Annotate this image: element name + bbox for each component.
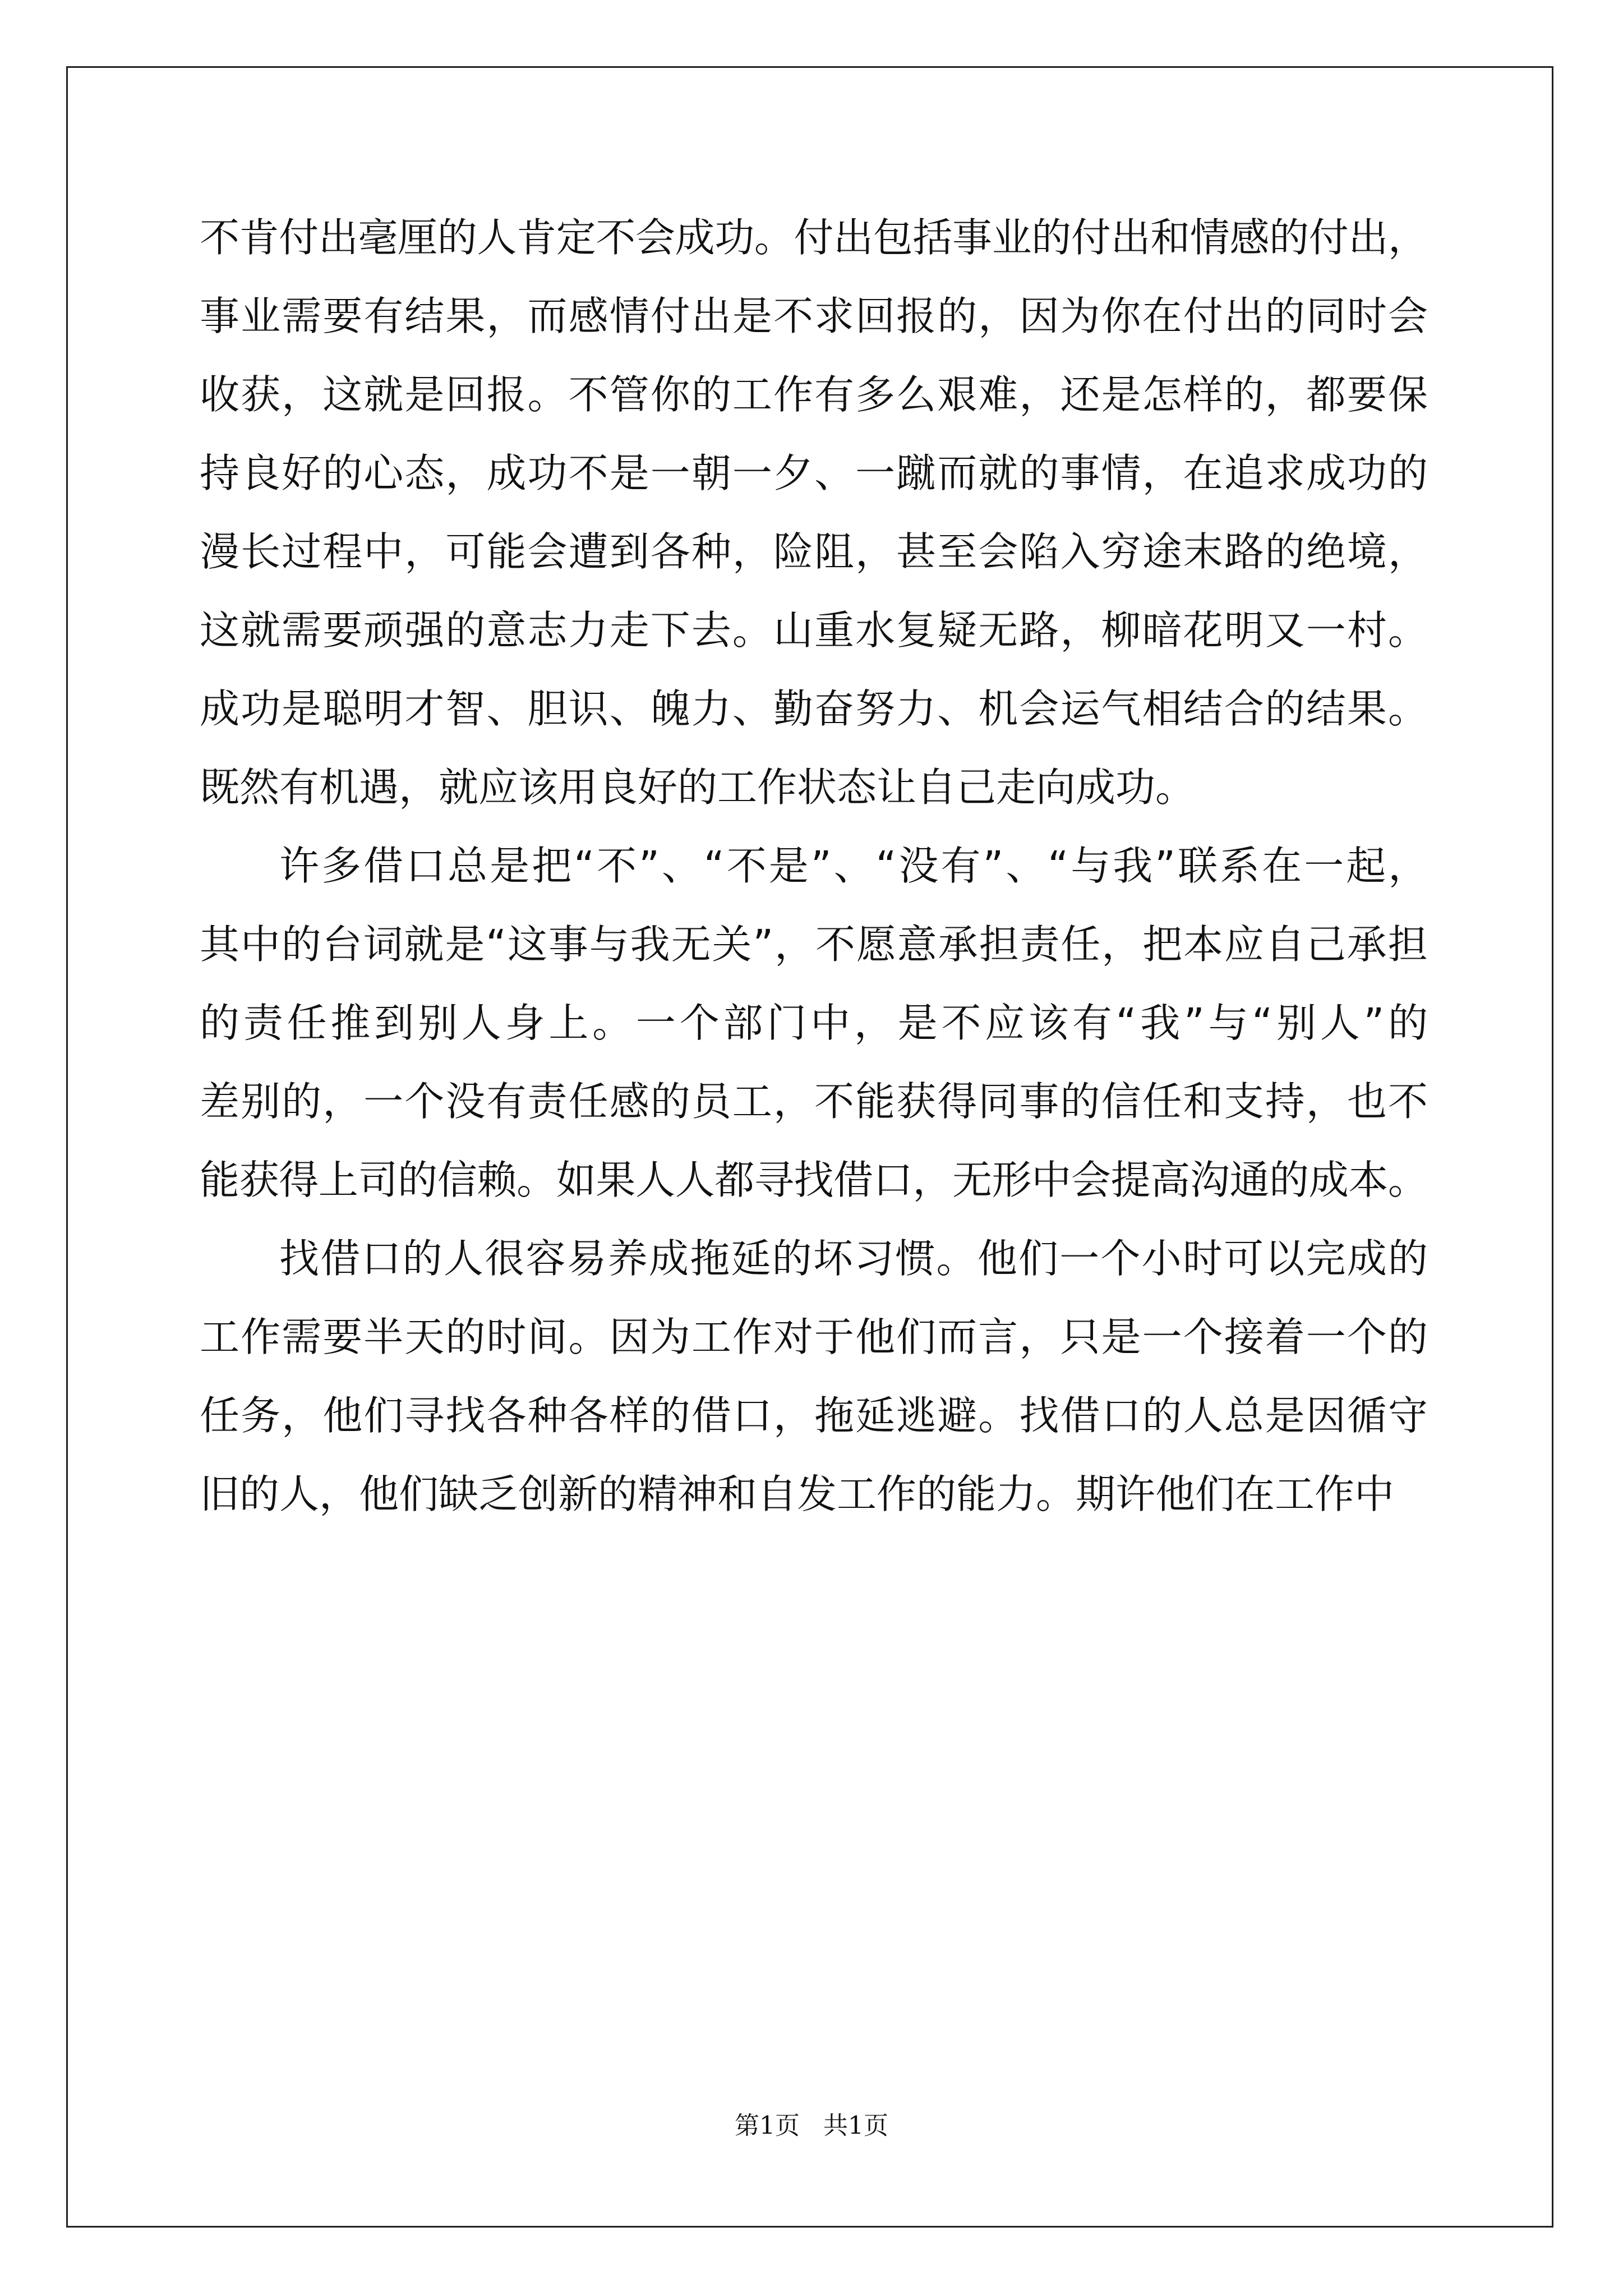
text-line: 找借口的人很容易养成拖延的坏习惯。他们一个小时可以完成的 (279, 1235, 1430, 1282)
document-body (200, 199, 1432, 1534)
text-line: 事业需要有结果，而感情付出是不求回报的，因为你在付出的同时会 (200, 293, 1430, 339)
text-line: 这就需要顽强的意志力走下去。山重水复疑无路，柳暗花明又一村。 (200, 607, 1430, 654)
text-line: 不肯付出毫厘的人肯定不会成功。付出包括事业的付出和情感的付出， (200, 214, 1428, 261)
text-line: 旧的人，他们缺乏创新的精神和自发工作的能力。期许他们在工作中 (200, 1471, 1395, 1517)
text-line: 的责任推到别人身上。一个部门中，是不应该有“我”与“别人”的 (200, 1000, 1432, 1046)
text-line: 既然有机遇，就应该用良好的工作状态让自己走向成功。 (200, 764, 1196, 811)
text-line: 持良好的心态，成功不是一朝一夕、一蹴而就的事情，在追求成功的 (200, 450, 1430, 496)
text-line: 其中的台词就是“这事与我无关”，不愿意承担责任，把本应自己承担 (200, 921, 1429, 968)
text-line: 收获，这就是回报。不管你的工作有多么艰难，还是怎样的，都要保 (200, 371, 1430, 418)
text-line: 差别的，一个没有责任感的员工，不能获得同事的信任和支持，也不 (200, 1078, 1430, 1125)
text-line: 能获得上司的信赖。如果人人都寻找借口，无形中会提高沟通的成本。 (200, 1157, 1428, 1203)
text-line: 成功是聪明才智、胆识、魄力、勤奋努力、机会运气相结合的结果。 (200, 685, 1430, 732)
text-line: 工作需要半天的时间。因为工作对于他们而言，只是一个接着一个的 (200, 1314, 1430, 1360)
paragraph-3 (200, 1220, 1428, 1534)
page-number-label: 第1页 共1页 (735, 2111, 888, 2140)
text-line: 任务，他们寻找各种各样的借口，拖延逃避。找借口的人总是因循守 (200, 1392, 1430, 1439)
page-footer (0, 2109, 1623, 2143)
text-line: 许多借口总是把“不”、“不是”、“没有”、“与我”联系在一起， (279, 843, 1431, 889)
paragraph-1 (200, 199, 1428, 827)
paragraph-2 (200, 827, 1432, 1220)
text-line: 漫长过程中，可能会遭到各种，险阻，甚至会陷入穷途末路的绝境， (200, 528, 1430, 575)
